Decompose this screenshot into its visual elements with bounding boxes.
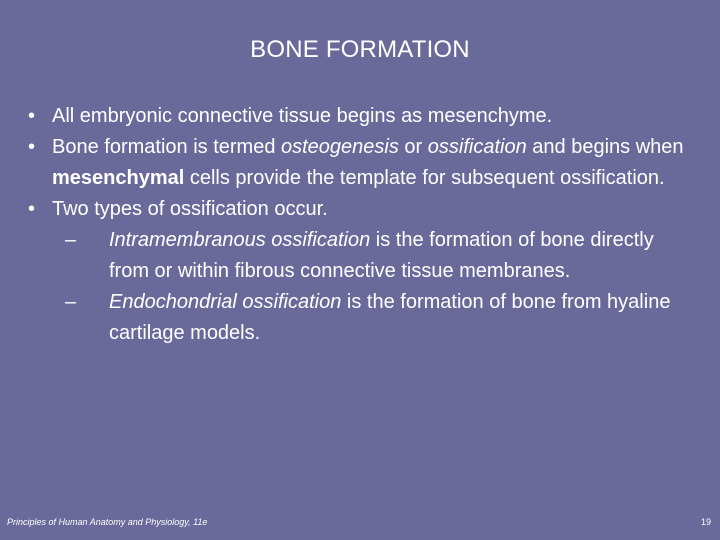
term-osteogenesis: osteogenesis <box>281 136 399 158</box>
term-intramembranous: Intramembranous ossification <box>109 229 371 251</box>
bullet-item <box>28 132 698 194</box>
sub-bullet-text: is the formation of bone from hyaline cartilage models. <box>109 291 671 344</box>
footer-source: Principles of Human Anatomy and Physiology, 11e <box>7 517 208 527</box>
slide-content <box>28 101 698 349</box>
bullet-text: cells provide the template for subsequent ossification. <box>184 167 665 189</box>
bullet-text: and begins when <box>526 136 684 158</box>
sub-bullet-item <box>28 287 698 349</box>
sub-bullet-item <box>28 225 698 287</box>
term-mesenchymal: mesenchymal <box>52 167 185 189</box>
bullet-item <box>28 101 698 132</box>
bullet-text: All embryonic connective tissue begins as mesenchyme. <box>52 105 553 127</box>
bullet-marker: • <box>28 198 36 220</box>
bullet-marker: • <box>28 105 36 127</box>
term-ossification: ossification <box>427 136 527 158</box>
bullet-marker: • <box>28 136 36 158</box>
term-endochondrial: Endochondrial ossification <box>109 291 342 313</box>
bullet-text: or <box>398 136 428 158</box>
page-number: 19 <box>700 517 711 527</box>
bullet-text: Bone formation is termed <box>52 136 281 158</box>
dash-marker: – <box>65 291 77 313</box>
dash-marker: – <box>65 229 77 251</box>
bullet-text: Two types of ossification occur. <box>52 198 328 220</box>
bullet-item <box>28 194 698 225</box>
slide-title: BONE FORMATION <box>250 36 470 63</box>
sub-bullet-text: is the formation of bone directly from or within fibrous connective tissue membranes. <box>109 229 654 282</box>
